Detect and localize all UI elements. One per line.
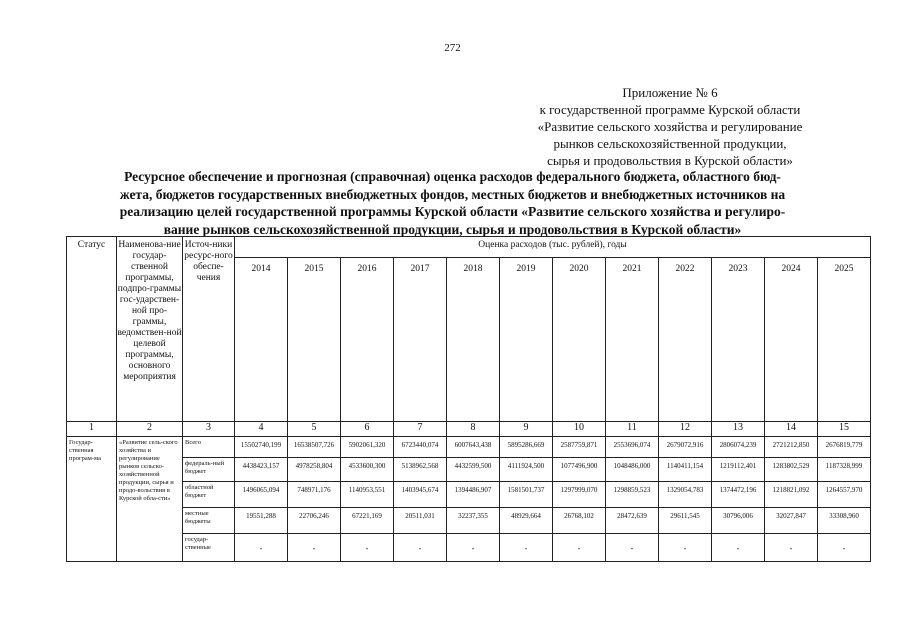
- appendix-heading: [505, 84, 835, 169]
- year-header: 2025: [818, 258, 871, 422]
- value-cell: 1329054,783: [659, 482, 712, 508]
- document-title: [55, 168, 850, 238]
- title-line: жета, бюджетов государственных внебюджетных фондов, местных бюджетов и внебюджетных источников на: [119, 186, 786, 202]
- year-header: 2019: [500, 258, 553, 422]
- year-header: 2015: [288, 258, 341, 422]
- value-cell: 1581501,737: [500, 482, 553, 508]
- value-cell: 16538507,726: [288, 437, 341, 458]
- value-cell: 4438423,157: [235, 458, 288, 482]
- column-number: 13: [712, 422, 765, 437]
- value-cell: 26768,102: [553, 508, 606, 534]
- program-name-cell: «Развитие сель-ского хозяйства и регулирование рынков сельско-хозяйственной продукции, сырья и продо-вольствия в Курской обла-сти»: [117, 437, 183, 562]
- value-cell: -: [606, 534, 659, 562]
- year-header: 2023: [712, 258, 765, 422]
- value-cell: 32237,355: [447, 508, 500, 534]
- column-number: 8: [447, 422, 500, 437]
- year-header: 2018: [447, 258, 500, 422]
- value-cell: 4533600,300: [341, 458, 394, 482]
- appendix-line: рынков сельскохозяйственной продукции,: [553, 136, 787, 151]
- value-cell: -: [659, 534, 712, 562]
- year-header: 2024: [765, 258, 818, 422]
- column-number: 10: [553, 422, 606, 437]
- year-header: 2017: [394, 258, 447, 422]
- value-cell: 1077496,900: [553, 458, 606, 482]
- appendix-line: Приложение № 6: [622, 85, 718, 100]
- value-cell: 1048486,000: [606, 458, 659, 482]
- table-row: [67, 458, 871, 482]
- column-number: 3: [183, 422, 235, 437]
- table-row: [67, 508, 871, 534]
- value-cell: 2676819,779: [818, 437, 871, 458]
- value-cell: 1219112,401: [712, 458, 765, 482]
- appendix-line: «Развитие сельского хозяйства и регулирование: [537, 119, 803, 134]
- value-cell: -: [394, 534, 447, 562]
- column-number: 14: [765, 422, 818, 437]
- value-cell: -: [765, 534, 818, 562]
- year-header: 2014: [235, 258, 288, 422]
- value-cell: 1394486,907: [447, 482, 500, 508]
- value-cell: 2587759,871: [553, 437, 606, 458]
- value-cell: 2806074,239: [712, 437, 765, 458]
- value-cell: 6007643,438: [447, 437, 500, 458]
- budget-table: [66, 236, 871, 562]
- value-cell: 2679072,916: [659, 437, 712, 458]
- value-cell: 30796,006: [712, 508, 765, 534]
- value-cell: 2721212,850: [765, 437, 818, 458]
- year-header: 2020: [553, 258, 606, 422]
- value-cell: 4432599,500: [447, 458, 500, 482]
- value-cell: 1496065,094: [235, 482, 288, 508]
- column-number: 1: [67, 422, 117, 437]
- column-number: 9: [500, 422, 553, 437]
- value-cell: -: [235, 534, 288, 562]
- value-cell: 6723440,074: [394, 437, 447, 458]
- value-cell: 4978258,804: [288, 458, 341, 482]
- value-cell: 33308,960: [818, 508, 871, 534]
- value-cell: 22706,246: [288, 508, 341, 534]
- source-cell: областной бюджет: [183, 482, 235, 508]
- value-cell: 1140411,154: [659, 458, 712, 482]
- appendix-line: сырья и продовольствия в Курской области»: [547, 153, 793, 168]
- value-cell: 1283802,529: [765, 458, 818, 482]
- value-cell: -: [288, 534, 341, 562]
- value-cell: -: [818, 534, 871, 562]
- value-cell: -: [712, 534, 765, 562]
- value-cell: 4111924,500: [500, 458, 553, 482]
- year-header: 2021: [606, 258, 659, 422]
- value-cell: 1297999,070: [553, 482, 606, 508]
- column-number: 7: [394, 422, 447, 437]
- value-cell: 28472,639: [606, 508, 659, 534]
- title-line: вание рынков сельскохозяйственной продукции, сырья и продовольствия в Курской области»: [163, 221, 742, 237]
- title-line: реализацию целей государственной программы Курской области «Развитие сельского хозяйства и регулиро-: [119, 204, 786, 219]
- value-cell: 48929,664: [500, 508, 553, 534]
- column-number: 6: [341, 422, 394, 437]
- value-cell: 1374472,196: [712, 482, 765, 508]
- value-cell: 1140953,551: [341, 482, 394, 508]
- value-cell: 748971,176: [288, 482, 341, 508]
- value-cell: 67221,169: [341, 508, 394, 534]
- column-number: 4: [235, 422, 288, 437]
- value-cell: 19551,288: [235, 508, 288, 534]
- value-cell: 1187328,999: [818, 458, 871, 482]
- value-cell: 15502740,199: [235, 437, 288, 458]
- year-header: 2016: [341, 258, 394, 422]
- header-estimate: Оценка расходов (тыс. рублей), годы: [235, 237, 871, 258]
- value-cell: -: [500, 534, 553, 562]
- value-cell: 5902061,320: [341, 437, 394, 458]
- source-cell: местные бюджеты: [183, 508, 235, 534]
- value-cell: 5138962,568: [394, 458, 447, 482]
- source-cell: федераль-ный бюджет: [183, 458, 235, 482]
- column-number: 12: [659, 422, 712, 437]
- column-number: 11: [606, 422, 659, 437]
- value-cell: 1264557,970: [818, 482, 871, 508]
- value-cell: 1218821,092: [765, 482, 818, 508]
- value-cell: 1298859,523: [606, 482, 659, 508]
- page-number: 272: [444, 42, 461, 54]
- column-number: 15: [818, 422, 871, 437]
- header-name: Наименова-ние государ-ственной программы, подпро-граммы гос-ударствен-ной про-граммы, ведомствен-ной целевой программы, основного мероприятия: [117, 237, 183, 422]
- value-cell: -: [447, 534, 500, 562]
- value-cell: 2553696,074: [606, 437, 659, 458]
- table-row: [67, 482, 871, 508]
- header-source: Источ-ники ресурс-ного обеспе-чения: [183, 237, 235, 422]
- table-row: [67, 534, 871, 562]
- status-cell: Государ-ственная програм-ма: [67, 437, 117, 562]
- value-cell: -: [553, 534, 606, 562]
- table-row: [67, 437, 871, 458]
- column-number: 5: [288, 422, 341, 437]
- value-cell: 29611,545: [659, 508, 712, 534]
- value-cell: -: [341, 534, 394, 562]
- value-cell: 1403945,674: [394, 482, 447, 508]
- year-header: 2022: [659, 258, 712, 422]
- value-cell: 5895286,669: [500, 437, 553, 458]
- value-cell: 32027,847: [765, 508, 818, 534]
- value-cell: 20511,031: [394, 508, 447, 534]
- header-status: Статус: [67, 237, 117, 422]
- column-number: 2: [117, 422, 183, 437]
- source-cell: Всего: [183, 437, 235, 458]
- appendix-line: к государственной программе Курской области: [539, 102, 801, 117]
- source-cell: государ-ственные: [183, 534, 235, 562]
- title-line: Ресурсное обеспечение и прогнозная (справочная) оценка расходов федерального бюджета, областного бюд-: [124, 169, 781, 184]
